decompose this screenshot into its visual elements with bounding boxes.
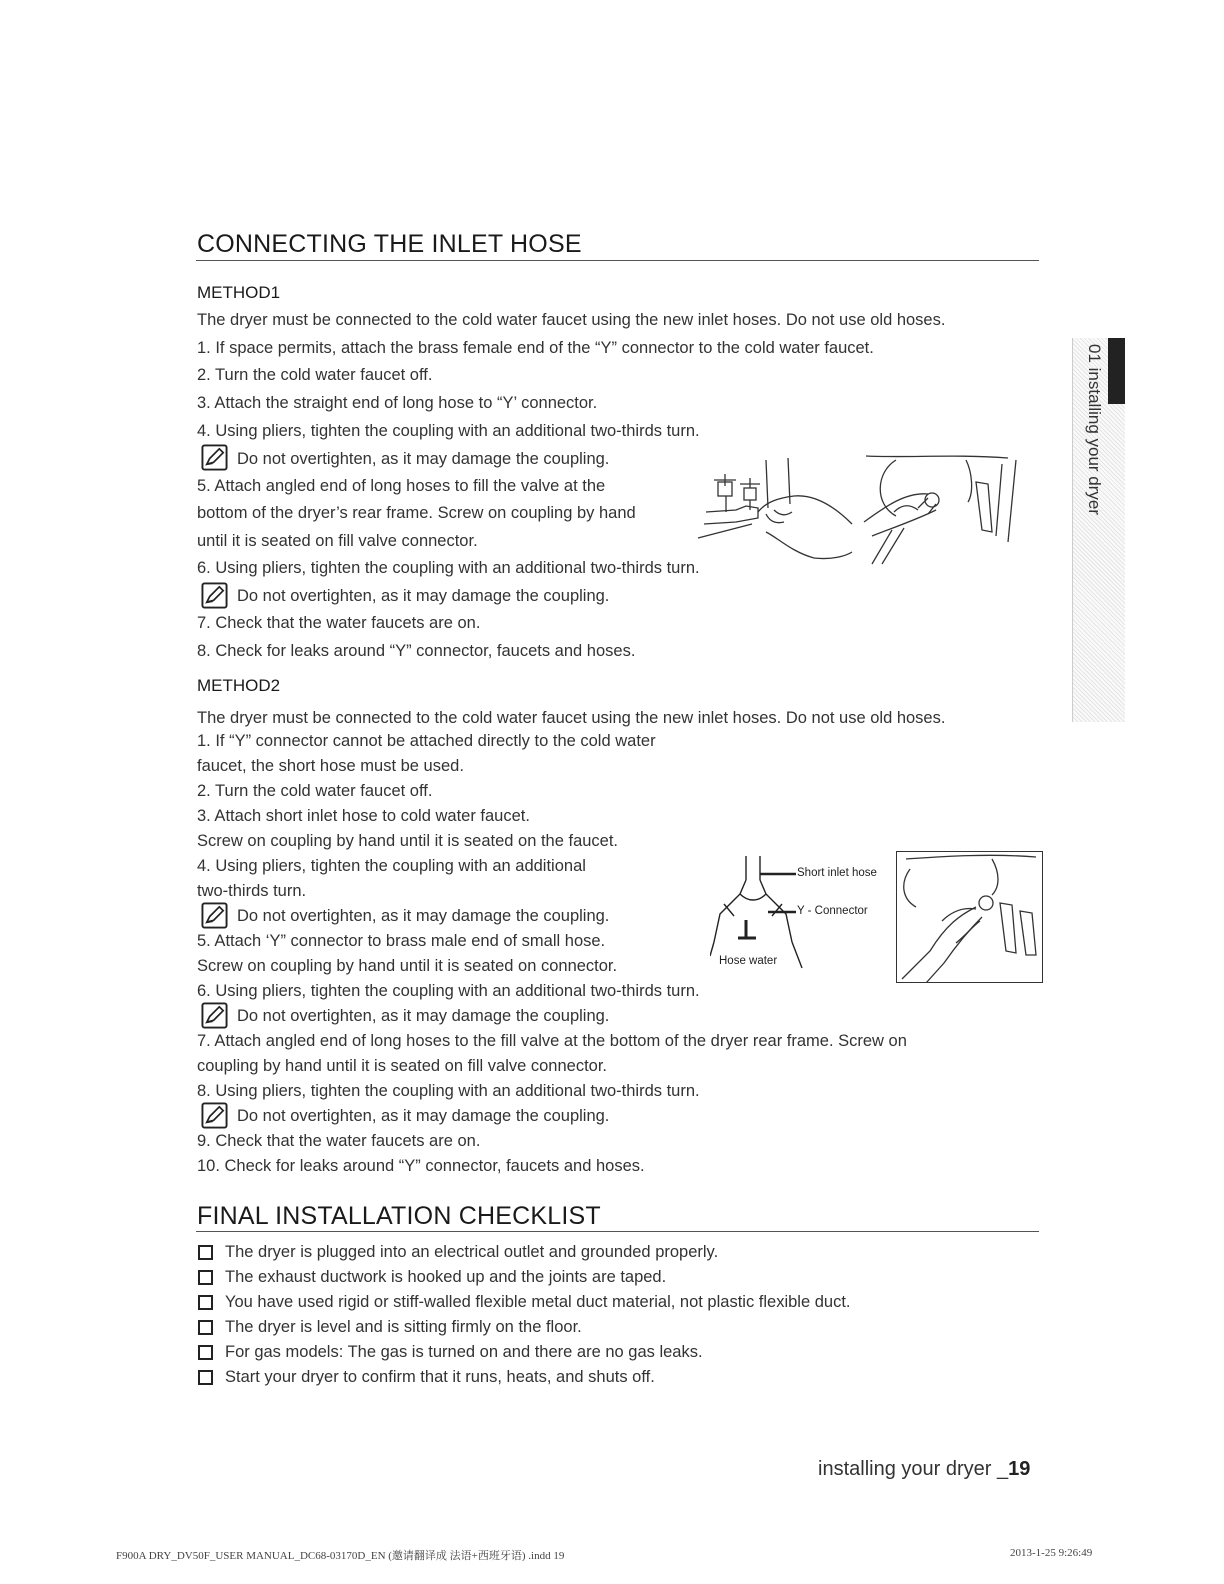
method2-line: 10. Check for leaks around “Y” connector, faucets and hoses. xyxy=(197,1157,645,1175)
checklist-item: The dryer is level and is sitting firmly on the floor. xyxy=(225,1318,582,1336)
print-timestamp: 2013-1-25 9:26:49 xyxy=(1010,1547,1093,1559)
checklist-item: The exhaust ductwork is hooked up and the joints are taped. xyxy=(225,1268,667,1286)
side-tab-label: 01 installing your dryer xyxy=(1085,344,1104,516)
note-icon xyxy=(201,1002,228,1029)
method2-line: 8. Using pliers, tighten the coupling with an additional two-thirds turn. xyxy=(197,1082,700,1100)
label-hose-water: Hose water xyxy=(719,955,778,967)
method2-line: coupling by hand until it is seated on fill valve connector. xyxy=(197,1057,608,1075)
checkbox xyxy=(198,1370,213,1385)
method2-line: faucet, the short hose must be used. xyxy=(197,757,464,775)
note-icon xyxy=(201,902,228,929)
checkbox xyxy=(198,1270,213,1285)
page-number: 19 xyxy=(1008,1458,1031,1480)
method2-line: 6. Using pliers, tighten the coupling with an additional two-thirds turn. xyxy=(197,982,700,1000)
method1-line: 6. Using pliers, tighten the coupling with an additional two-thirds turn. xyxy=(197,559,700,577)
checklist-item: For gas models: The gas is turned on and there are no gas leaks. xyxy=(225,1343,703,1361)
method1-line: bottom of the dryer’s rear frame. Screw on coupling by hand xyxy=(197,504,636,522)
method2-line: two-thirds turn. xyxy=(197,882,307,900)
note-text: Do not overtighten, as it may damage the coupling. xyxy=(237,907,610,925)
checklist-item: You have used rigid or stiff-walled flexible metal duct material, not plastic flexible duct. xyxy=(225,1293,851,1311)
method1-line: 2. Turn the cold water faucet off. xyxy=(197,366,433,384)
note-text: Do not overtighten, as it may damage the coupling. xyxy=(237,450,610,468)
method2-line: 4. Using pliers, tighten the coupling with an additional xyxy=(197,857,586,875)
label-short-inlet-hose: Short inlet hose xyxy=(797,867,877,879)
method1-line: The dryer must be connected to the cold water faucet using the new inlet hoses. Do not use old hoses. xyxy=(197,311,946,329)
checkbox xyxy=(198,1245,213,1260)
method2-line: 9. Check that the water faucets are on. xyxy=(197,1132,481,1150)
note-text: Do not overtighten, as it may damage the coupling. xyxy=(237,1007,610,1025)
checkbox xyxy=(198,1295,213,1310)
method1-line: 3. Attach the straight end of long hose to “Y’ connector. xyxy=(197,394,598,412)
checklist-item: The dryer is plugged into an electrical outlet and grounded properly. xyxy=(225,1243,719,1261)
title-rule xyxy=(196,260,1039,261)
method2-line: 1. If “Y” connector cannot be attached directly to the cold water xyxy=(197,732,656,750)
method1-illustration xyxy=(696,452,1026,568)
checkbox xyxy=(198,1320,213,1335)
dryer-connection-illustration xyxy=(896,851,1043,983)
method2-line: 3. Attach short inlet hose to cold water faucet. xyxy=(197,807,530,825)
note-text: Do not overtighten, as it may damage the coupling. xyxy=(237,1107,610,1125)
note-text: Do not overtighten, as it may damage the coupling. xyxy=(237,587,610,605)
note-icon xyxy=(201,1102,228,1129)
method1-line: 4. Using pliers, tighten the coupling with an additional two-thirds turn. xyxy=(197,422,700,440)
method1-line: 8. Check for leaks around “Y” connector, faucets and hoses. xyxy=(197,642,636,660)
page-footer xyxy=(818,1458,1030,1481)
note-icon xyxy=(201,444,228,471)
method2-line: The dryer must be connected to the cold water faucet using the new inlet hoses. Do not use old hoses. xyxy=(197,709,946,727)
checklist-item: Start your dryer to confirm that it runs, heats, and shuts off. xyxy=(225,1368,655,1386)
section-title-connecting: CONNECTING THE INLET HOSE xyxy=(197,230,582,258)
method2-heading: METHOD2 xyxy=(197,676,281,695)
method2-line: 7. Attach angled end of long hoses to the fill valve at the bottom of the dryer rear frame. Screw on xyxy=(197,1032,907,1050)
method1-heading: METHOD1 xyxy=(197,283,281,302)
title-rule xyxy=(196,1231,1039,1232)
note-icon xyxy=(201,582,228,609)
method1-line: until it is seated on fill valve connector. xyxy=(197,532,478,550)
method1-line: 5. Attach angled end of long hoses to fill the valve at the xyxy=(197,477,606,495)
footer-section: installing your dryer _ xyxy=(818,1458,1009,1480)
method2-line: 5. Attach ‘Y” connector to brass male end of small hose. xyxy=(197,932,606,950)
side-tab xyxy=(1072,338,1125,722)
method1-line: 7. Check that the water faucets are on. xyxy=(197,614,481,632)
print-file-info: F900A DRY_DV50F_USER MANUAL_DC68-03170D_EN (邀请翻译成 法语+西班牙语) .indd 19 xyxy=(116,1550,565,1562)
checkbox xyxy=(198,1345,213,1360)
method1-line: 1. If space permits, attach the brass female end of the “Y” connector to the cold water faucet. xyxy=(197,339,874,357)
method2-line: 2. Turn the cold water faucet off. xyxy=(197,782,433,800)
section-title-checklist: FINAL INSTALLATION CHECKLIST xyxy=(197,1202,601,1230)
method2-line: Screw on coupling by hand until it is seated on the faucet. xyxy=(197,832,619,850)
label-y-connector: Y - Connector xyxy=(797,905,868,917)
method2-line: Screw on coupling by hand until it is seated on connector. xyxy=(197,957,618,975)
